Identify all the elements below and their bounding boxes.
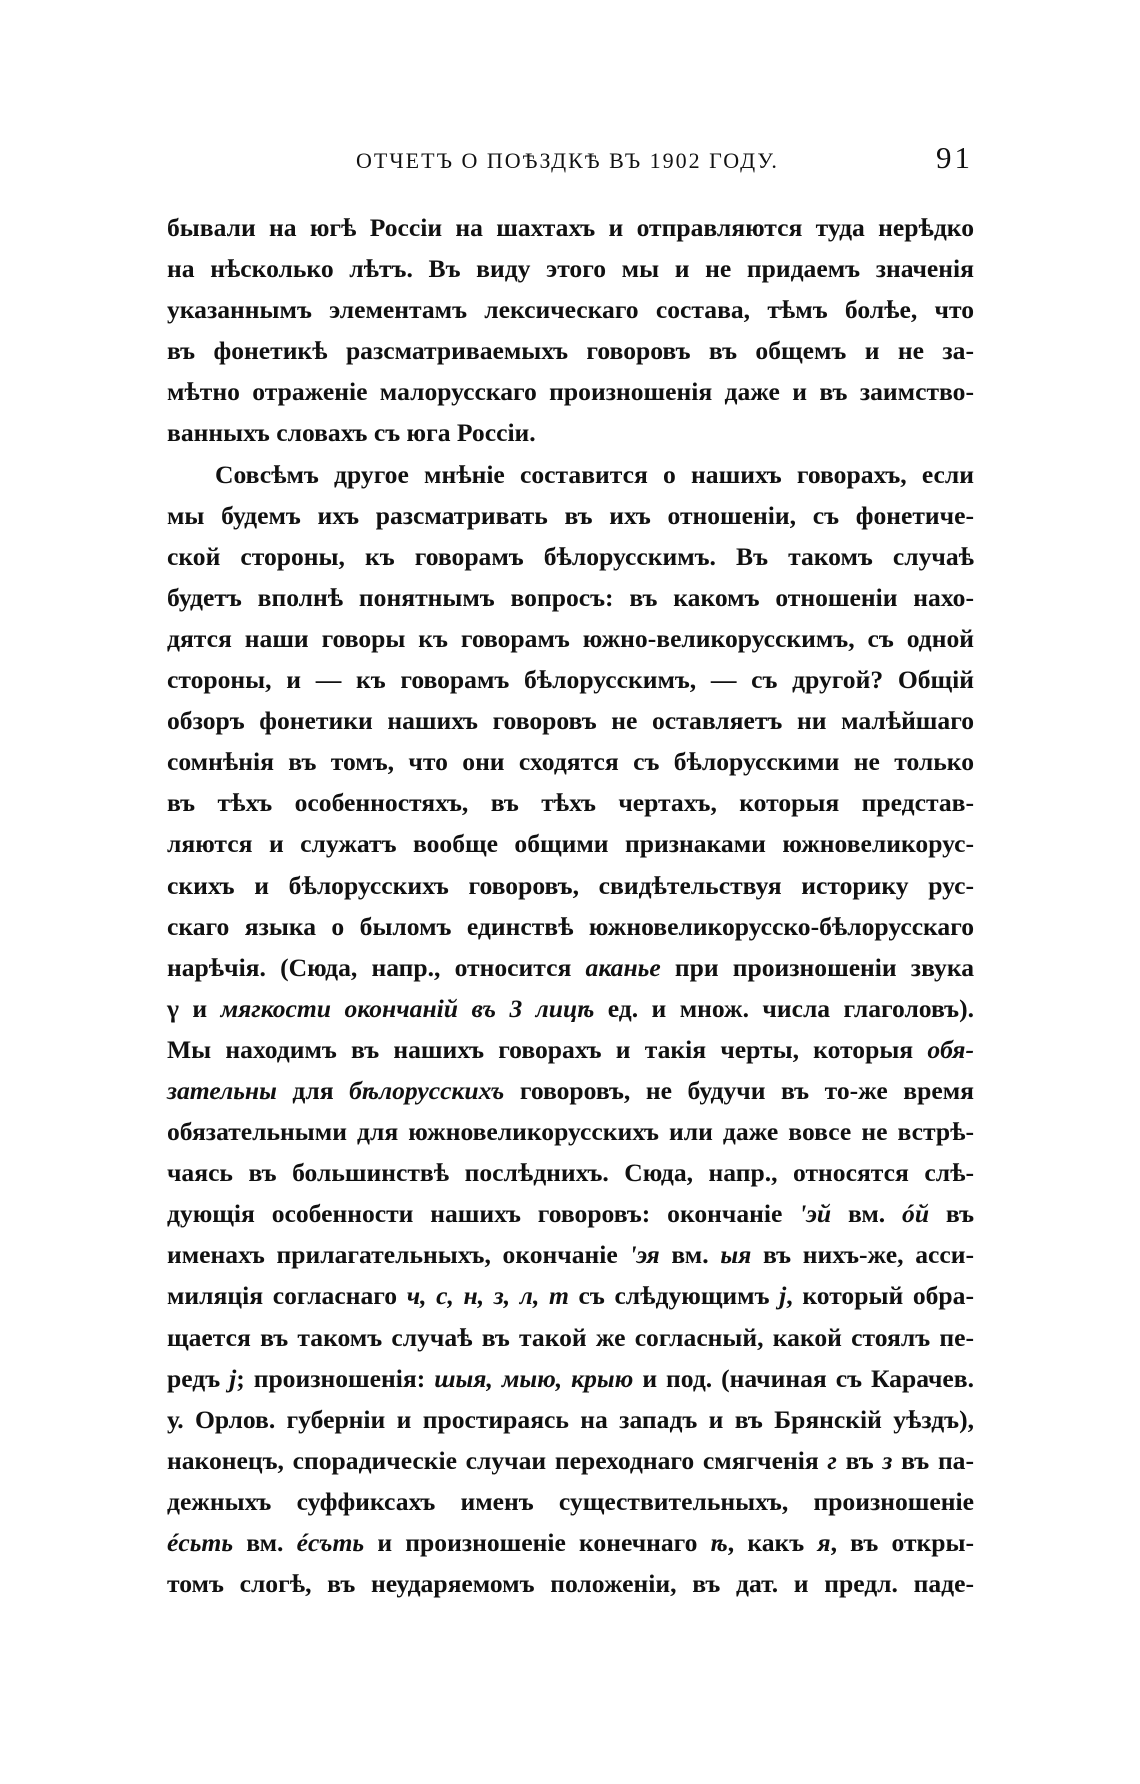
text-line: будетъ вполнѣ понятнымъ вопросъ: въ какомъ отношенiи нахо- <box>167 582 974 612</box>
text-line: у. Орлов. губернiи и простираясь на западъ и въ Брянскiй уѣздъ), <box>167 1404 974 1434</box>
text-run: ; произношенiя: <box>236 1363 435 1393</box>
text-line: обзоръ фонетики нашихъ говоровъ не оставляетъ ни малѣйшаго <box>167 706 974 736</box>
text-line: въ фонетикѣ разсматриваемыхъ говоровъ въ общемъ и не за- <box>167 336 974 366</box>
text-run: вм. <box>831 1199 903 1229</box>
text-line: въ тѣхъ особенностяхъ, въ тѣхъ чертахъ, которыя представ- <box>167 788 974 818</box>
paragraph-2 <box>167 454 974 1605</box>
italic-term: óй <box>902 1199 930 1229</box>
italic-term: бѣлорусскихъ <box>349 1075 505 1105</box>
text-run: для <box>276 1075 350 1105</box>
italic-term: éсъть <box>296 1528 365 1557</box>
italic-term: г <box>827 1445 837 1475</box>
text-run: , какъ <box>727 1528 818 1557</box>
text-run: говоровъ, не будучи въ то-же время <box>504 1075 974 1105</box>
text-run: вм. <box>233 1528 297 1557</box>
text-line: щается въ такомъ случаѣ въ такой же согласный, какой стоялъ пе- <box>167 1322 974 1352</box>
text-run: въ <box>929 1199 974 1229</box>
text-line: ванныхъ словахъ съ юга Россiи. <box>167 418 536 448</box>
text-run: въ <box>836 1445 883 1475</box>
text-run: и под. (начиная съ Карачев. <box>633 1363 974 1393</box>
text-run: , въ откры- <box>830 1528 975 1557</box>
italic-term: зательны <box>167 1075 277 1105</box>
text-run: въ нихъ-же, асси- <box>751 1240 974 1270</box>
paragraph-1 <box>167 207 974 454</box>
text-run: миляцiя согласнаго <box>167 1281 407 1311</box>
italic-term: 'эй <box>799 1199 832 1229</box>
italic-term: ч, с, н, з, л, т <box>406 1281 569 1311</box>
text-line: ской стороны, къ говорамъ бѣлорусскимъ. Въ такомъ случаѣ <box>167 541 974 571</box>
text-run: редъ <box>167 1363 230 1393</box>
text-line: указаннымъ элементамъ лексическаго состава, тѣмъ болѣе, что <box>167 295 974 325</box>
italic-term: обя- <box>927 1034 974 1064</box>
text-run: съ слѣдующимъ <box>568 1281 780 1311</box>
page-number: 91 <box>936 140 973 175</box>
text-line: скаго языка о быломъ единствѣ южновеликорусско-бѣлорусскаго <box>167 911 974 941</box>
text-line: мы будемъ ихъ разсматривать въ ихъ отношенiи, съ фонетиче- <box>167 500 974 530</box>
text-line: обязательными для южновеликорусскихъ или даже вовсе не встрѣ- <box>167 1117 974 1147</box>
text-run: наконецъ, спорадическiе случаи переходнаго смягченiя <box>167 1445 828 1475</box>
italic-term: éсьть <box>167 1528 234 1557</box>
italic-term: шыя, мыю, крыю <box>434 1363 634 1393</box>
text-line <box>167 1358 974 1399</box>
text-line: на нѣсколько лѣтъ. Въ виду этого мы и не придаемъ значенiя <box>167 254 974 284</box>
text-run: дующiя особенности нашихъ говоровъ: окончанiе <box>167 1199 800 1229</box>
text-line <box>167 1234 974 1275</box>
text-run: при произношенiи звука <box>660 952 974 982</box>
italic-term: j <box>779 1281 787 1311</box>
text-line: скихъ и бѣлорусскихъ говоровъ, свидѣтельствуя историку рус- <box>167 870 974 900</box>
text-line <box>167 988 974 1029</box>
text-line: ляются и служатъ вообще общими признаками южновеликорус- <box>167 829 974 859</box>
text-line: чаясь въ большинствѣ послѣднихъ. Сюда, напр., относятся слѣ- <box>167 1158 974 1188</box>
text-line: дежныхъ суффиксахъ именъ существительныхъ, произношенiе <box>167 1486 974 1516</box>
italic-term: 'эя <box>629 1240 660 1270</box>
text-line <box>167 1193 974 1234</box>
text-line: дятся наши говоры къ говорамъ южно-великорусскимъ, съ одной <box>167 623 974 653</box>
page-body <box>167 207 974 1604</box>
running-title: ОТЧЕТЪ О ПОѢЗДКѢ ВЪ 1902 ГОДУ. <box>356 148 779 173</box>
italic-term: ыя <box>720 1240 752 1270</box>
text-line: томъ слогѣ, въ неударяемомъ положенiи, въ дат. и предл. паде- <box>167 1569 974 1599</box>
text-run: ед. и множ. числа глаголовъ). <box>594 993 974 1023</box>
text-run: , который обра- <box>786 1281 974 1311</box>
text-run: и произношенiе конечнаго <box>364 1528 711 1557</box>
italic-term: я <box>817 1528 831 1557</box>
text-line <box>167 947 974 988</box>
italic-term: аканье <box>585 952 661 982</box>
text-line <box>167 1440 974 1481</box>
text-line: стороны, и — къ говорамъ бѣлорусскимъ, — съ другой? Общiй <box>167 665 974 695</box>
text-run: именахъ прилагательныхъ, окончанiе <box>167 1240 630 1270</box>
text-line <box>167 1070 974 1111</box>
italic-term: ѣ <box>710 1528 728 1557</box>
text-line <box>167 1522 974 1563</box>
text-line: сомнѣнiя въ томъ, что они сходятся съ бѣлорусскими не только <box>167 747 974 777</box>
text-line <box>167 1029 974 1070</box>
text-line: Совсѣмъ другое мнѣнiе составится о нашихъ говорахъ, если <box>215 459 974 489</box>
text-run: γ и <box>167 993 221 1023</box>
italic-term: з <box>882 1445 893 1475</box>
text-run: Мы находимъ въ нашихъ говорахъ и такiя черты, которыя <box>167 1034 928 1064</box>
text-line: мѣтно отраженiе малорусскаго произношенiя даже и въ заимство- <box>167 377 974 407</box>
page-header <box>168 138 973 178</box>
text-run: въ па- <box>892 1445 975 1475</box>
italic-term: мягкости окончанiй въ 3 лицѣ <box>220 993 595 1023</box>
text-line: бывали на югѣ Россiи на шахтахъ и отправляются туда нерѣдко <box>167 213 974 242</box>
text-run: вм. <box>659 1240 721 1270</box>
text-run: нарѣчiя. (Сюда, напр., относится <box>167 952 586 982</box>
italic-term: j <box>229 1363 237 1393</box>
text-line <box>167 1275 974 1316</box>
